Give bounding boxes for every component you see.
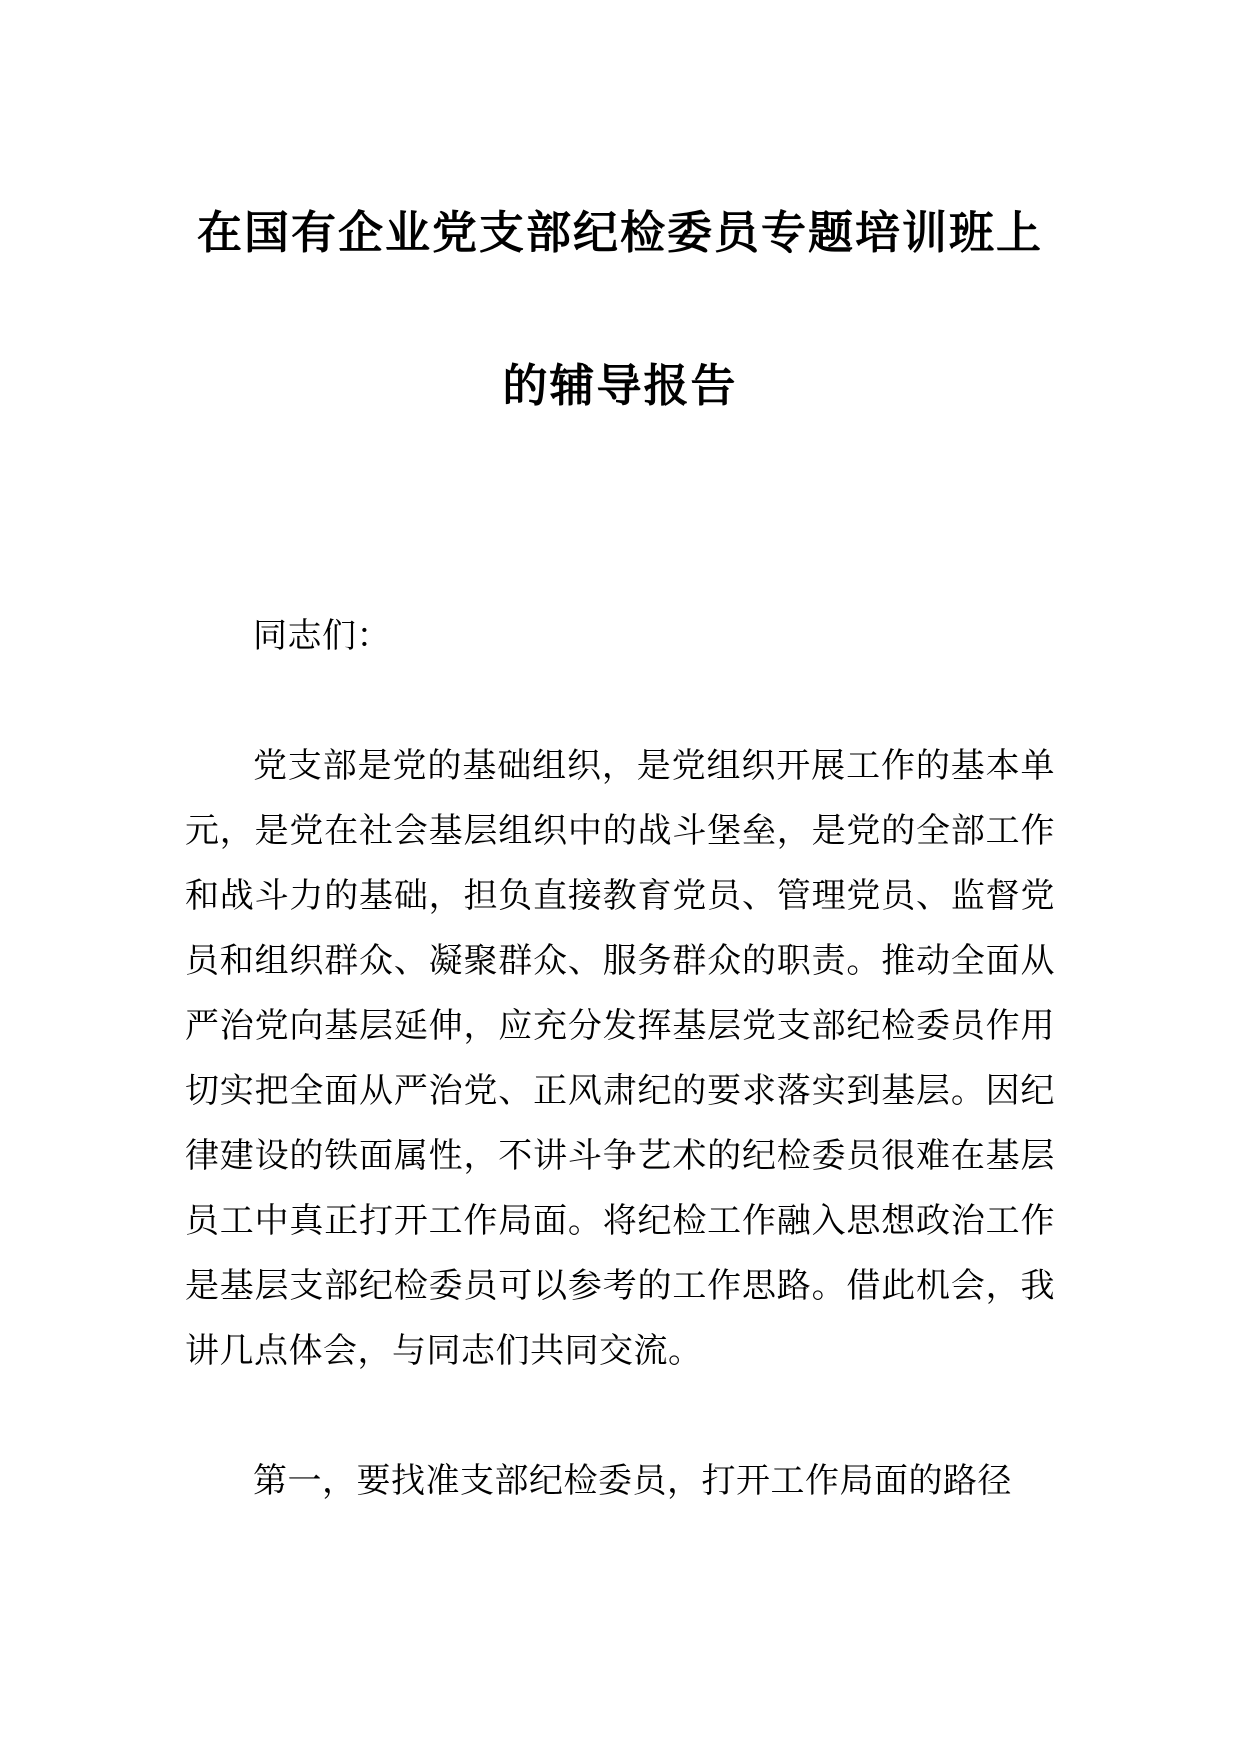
document-body bbox=[185, 604, 1055, 1514]
document-title bbox=[100, 156, 1140, 462]
document-title-line-1: 在国有企业党支部纪检委员专题培训班上 bbox=[196, 207, 1043, 258]
document-title-line-2: 的辅导报告 bbox=[502, 360, 738, 411]
section-heading-paragraph: 第一，要找准支部纪检委员，打开工作局面的路径 bbox=[253, 1462, 1012, 1500]
main-paragraph: 党支部是党的基础组织，是党组织开展工作的基本单元，是党在社会基层组织中的战斗堡垒，是党的全部工作和战斗力的基础，担负直接教育党员、管理党员、监督党员和组织群众、凝聚群众、服务群众的职责。推动全面从严治党向基层延伸，应充分发挥基层党支部纪检委员作用切实把全面从严治党、正风肃纪的要求落实到基层。因纪律建设的铁面属性，不讲斗争艺术的纪检委员很难在基层员工中真正打开工作局面。将纪检工作融入思想政治工作是基层支部纪检委员可以参考的工作思路。借此机会，我讲几点体会，与同志们共同交流。 bbox=[185, 747, 1055, 1370]
salutation-paragraph: 同志们： bbox=[253, 617, 391, 655]
